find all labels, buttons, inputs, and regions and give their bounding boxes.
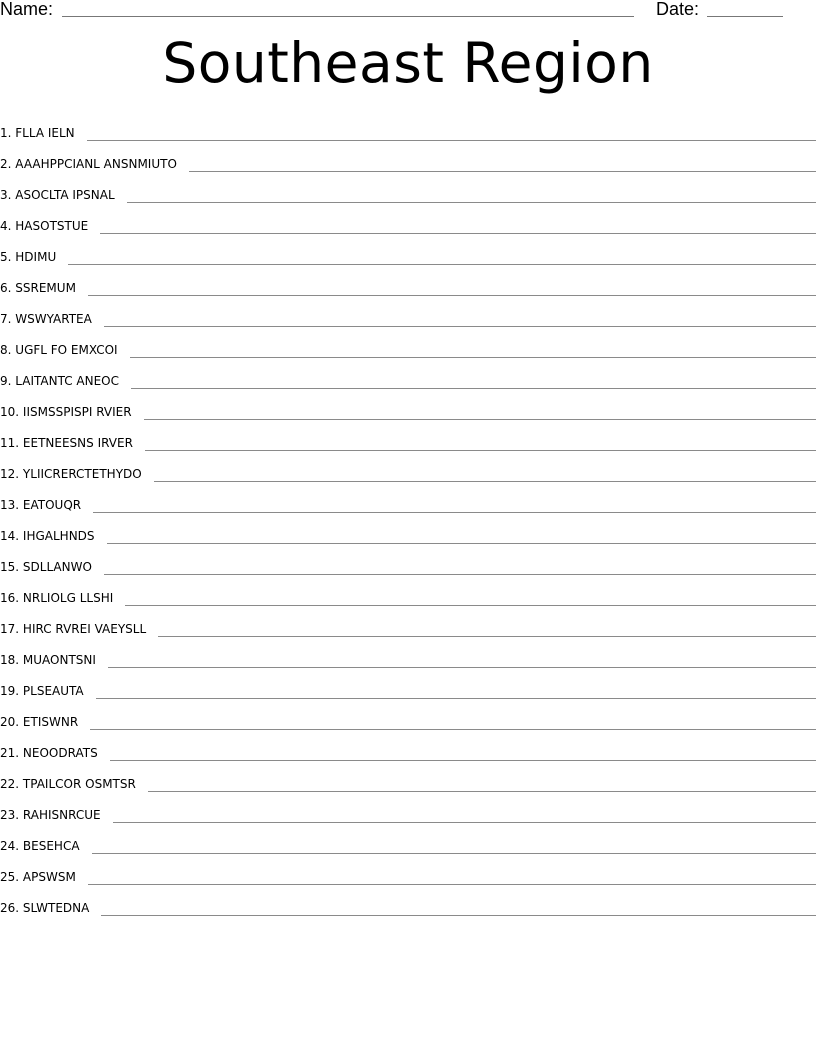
item-number: 14.: [0, 529, 20, 543]
list-item: [0, 825, 816, 856]
item-number: 5.: [0, 250, 12, 264]
item-number: 12.: [0, 467, 20, 481]
list-item: [0, 608, 816, 639]
list-item: [0, 670, 816, 701]
answer-line[interactable]: [130, 357, 816, 358]
answer-line[interactable]: [158, 636, 816, 637]
item-letters: IISMSSPISPI RVIER: [22, 405, 132, 419]
answer-line[interactable]: [148, 791, 816, 792]
scrambled-word: [0, 311, 92, 329]
item-number: 3.: [0, 188, 12, 202]
answer-line[interactable]: [90, 729, 816, 730]
item-letters: PLSEAUTA: [22, 684, 84, 698]
answer-line[interactable]: [144, 419, 816, 420]
scrambled-word: [0, 621, 146, 639]
item-letters: NRLIOLG LLSHI: [22, 591, 114, 605]
item-number: 17.: [0, 622, 20, 636]
scrambled-word: [0, 559, 92, 577]
item-letters: RAHISNRCUE: [22, 808, 101, 822]
item-letters: MUAONTSNI: [22, 653, 96, 667]
scrambled-word: [0, 590, 113, 608]
answer-line[interactable]: [108, 667, 816, 668]
item-letters: LAITANTC ANEOC: [15, 374, 119, 388]
list-item: [0, 484, 816, 515]
name-answer-line[interactable]: [62, 16, 634, 17]
item-number: 18.: [0, 653, 20, 667]
scrambled-word: [0, 466, 142, 484]
list-item: [0, 794, 816, 825]
item-number: 23.: [0, 808, 20, 822]
list-item: [0, 205, 816, 236]
answer-line[interactable]: [68, 264, 816, 265]
item-letters: ETISWNR: [22, 715, 79, 729]
answer-line[interactable]: [100, 233, 816, 234]
answer-line[interactable]: [88, 295, 816, 296]
item-number: 2.: [0, 157, 12, 171]
list-item: [0, 732, 816, 763]
item-letters: APSWSM: [22, 870, 76, 884]
item-letters: FLLA IELN: [15, 126, 75, 140]
item-letters: ASOCLTA IPSNAL: [15, 188, 115, 202]
item-number: 16.: [0, 591, 20, 605]
list-item: [0, 577, 816, 608]
list-item: [0, 763, 816, 794]
list-item: [0, 856, 816, 887]
list-item: [0, 112, 816, 143]
item-letters: IHGALHNDS: [22, 529, 95, 543]
page-title: Southeast Region: [162, 31, 654, 95]
item-number: 7.: [0, 312, 12, 326]
item-number: 13.: [0, 498, 20, 512]
list-item: [0, 639, 816, 670]
answer-line[interactable]: [104, 326, 816, 327]
answer-line[interactable]: [125, 605, 816, 606]
list-item: [0, 360, 816, 391]
item-letters: NEOODRATS: [22, 746, 98, 760]
scrambled-word: [0, 838, 80, 856]
scrambled-word: [0, 404, 132, 422]
list-item: [0, 887, 816, 918]
answer-line[interactable]: [127, 202, 816, 203]
list-item: [0, 174, 816, 205]
list-item: [0, 453, 816, 484]
list-item: [0, 515, 816, 546]
answer-line[interactable]: [131, 388, 816, 389]
item-number: 9.: [0, 374, 12, 388]
list-item: [0, 298, 816, 329]
item-number: 15.: [0, 560, 20, 574]
scrambled-word: [0, 714, 78, 732]
list-item: [0, 546, 816, 577]
answer-line[interactable]: [87, 140, 816, 141]
scrambled-word: [0, 776, 136, 794]
list-item: [0, 701, 816, 732]
item-letters: EATOUQR: [22, 498, 82, 512]
item-letters: SDLLANWO: [22, 560, 92, 574]
answer-line[interactable]: [96, 698, 816, 699]
item-number: 11.: [0, 436, 20, 450]
answer-line[interactable]: [110, 760, 816, 761]
item-letters: SSREMUM: [15, 281, 76, 295]
item-letters: BESEHCA: [22, 839, 80, 853]
item-number: 21.: [0, 746, 20, 760]
item-number: 10.: [0, 405, 20, 419]
item-number: 6.: [0, 281, 12, 295]
item-number: 22.: [0, 777, 20, 791]
item-letters: HIRC RVREI VAEYSLL: [22, 622, 147, 636]
scrambled-word: [0, 342, 118, 360]
scrambled-word: [0, 218, 88, 236]
item-number: 8.: [0, 343, 12, 357]
scrambled-word: [0, 497, 81, 515]
list-item: [0, 143, 816, 174]
item-letters: UGFL FO EMXCOI: [15, 343, 118, 357]
list-item: [0, 422, 816, 453]
answer-line[interactable]: [107, 543, 816, 544]
worksheet-header: [0, 0, 816, 22]
item-number: 24.: [0, 839, 20, 853]
item-letters: HASOTSTUE: [15, 219, 89, 233]
item-letters: HDIMU: [15, 250, 57, 264]
scrambled-word: [0, 683, 84, 701]
date-answer-line[interactable]: [707, 16, 783, 17]
answer-line[interactable]: [101, 915, 816, 916]
item-number: 19.: [0, 684, 20, 698]
scrambled-word: [0, 745, 98, 763]
item-number: 20.: [0, 715, 20, 729]
date-label: Date:: [656, 0, 700, 19]
list-item: [0, 267, 816, 298]
item-number: 1.: [0, 126, 12, 140]
list-item: [0, 236, 816, 267]
answer-line[interactable]: [92, 853, 816, 854]
scrambled-word: [0, 652, 96, 670]
scrambled-word: [0, 807, 101, 825]
scrambled-word: [0, 528, 95, 546]
answer-line[interactable]: [154, 481, 816, 482]
scramble-list: [0, 112, 816, 918]
item-number: 4.: [0, 219, 12, 233]
item-number: 25.: [0, 870, 20, 884]
scrambled-word: [0, 373, 119, 391]
scrambled-word: [0, 249, 56, 267]
scrambled-word: [0, 869, 76, 887]
item-letters: AAAHPPCIANL ANSNMIUTO: [15, 157, 177, 171]
scrambled-word: [0, 125, 75, 143]
scrambled-word: [0, 187, 115, 205]
scrambled-word: [0, 280, 76, 298]
answer-line[interactable]: [189, 171, 816, 172]
scrambled-word: [0, 156, 177, 174]
answer-line[interactable]: [145, 450, 816, 451]
name-label: Name:: [0, 0, 54, 19]
list-item: [0, 391, 816, 422]
item-letters: TPAILCOR OSMTSR: [22, 777, 136, 791]
answer-line[interactable]: [88, 884, 816, 885]
item-number: 26.: [0, 901, 20, 915]
answer-line[interactable]: [104, 574, 816, 575]
list-item: [0, 329, 816, 360]
item-letters: EETNEESNS IRVER: [22, 436, 133, 450]
item-letters: SLWTEDNA: [22, 901, 90, 915]
answer-line[interactable]: [93, 512, 816, 513]
item-letters: YLIICRERCTETHYDO: [22, 467, 142, 481]
scrambled-word: [0, 900, 89, 918]
scrambled-word: [0, 435, 133, 453]
item-letters: WSWYARTEA: [15, 312, 92, 326]
answer-line[interactable]: [113, 822, 816, 823]
